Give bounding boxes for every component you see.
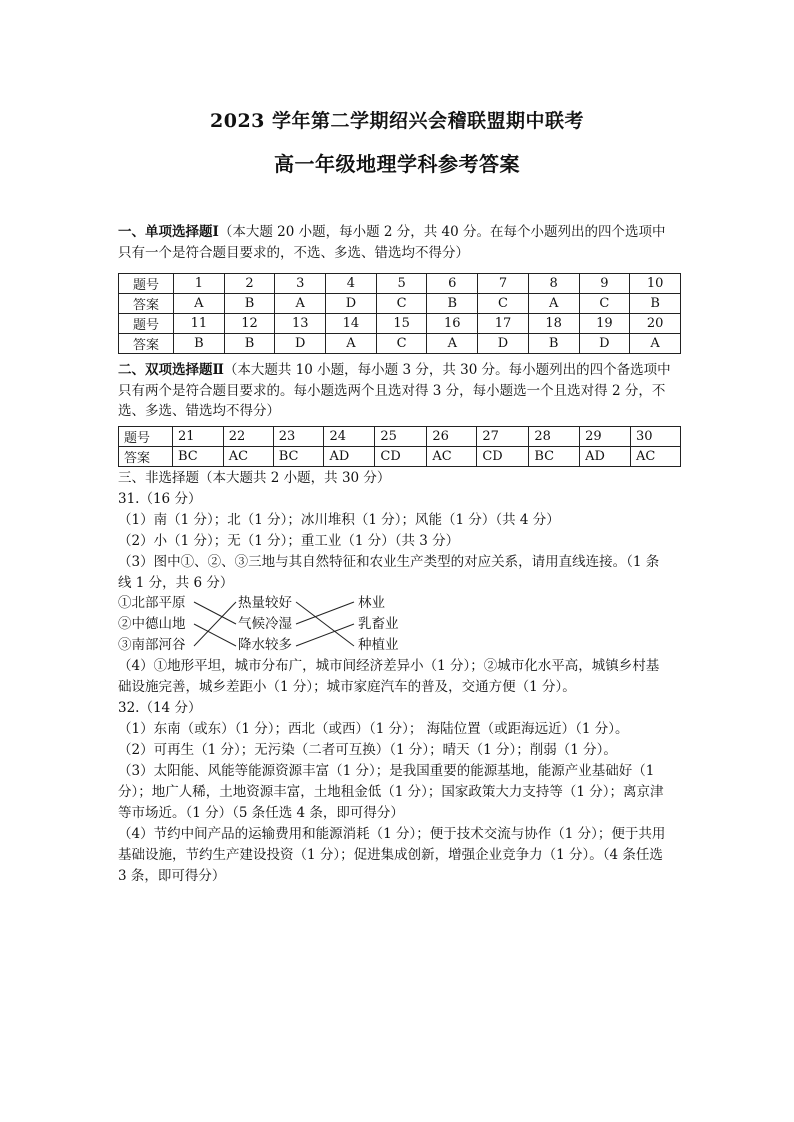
section1-heading: 一、单项选择题Ⅰ: [118, 224, 219, 240]
table-row: [119, 294, 681, 314]
link-line: [296, 602, 354, 624]
question-number: 6: [427, 274, 478, 294]
answer-cell: BC: [173, 447, 224, 467]
page-title: 2023 学年第二学期绍兴会稽联盟期中联考: [210, 110, 584, 132]
answer-cell: B: [630, 294, 681, 314]
question-number: 5: [376, 274, 427, 294]
section2-desc-line3: 选、多选、错选均不得分）: [118, 403, 280, 419]
answer-cell: A: [528, 294, 579, 314]
feature-label: 热量较好: [238, 595, 292, 611]
answer-cell: A: [326, 334, 377, 354]
answer-cell: C: [579, 294, 630, 314]
answer-cell: CD: [477, 447, 529, 467]
row-label: 答案: [119, 294, 174, 314]
row-label: 答案: [119, 447, 173, 467]
answer-cell: A: [275, 294, 326, 314]
link-line: [296, 624, 354, 646]
question-number: 29: [580, 427, 631, 447]
answer-cell: AD: [580, 447, 631, 467]
row-label: 题号: [119, 274, 174, 294]
answer-cell: A: [427, 334, 478, 354]
question-number: 24: [324, 427, 375, 447]
question-number: 4: [326, 274, 377, 294]
answer-cell: D: [326, 294, 377, 314]
question-number: 12: [224, 314, 275, 334]
q32-part2: （2）可再生（1 分）；无污染（二者可互换）（1 分）；晴天（1 分）；削弱（1 分）。: [118, 742, 617, 758]
question-number: 26: [427, 427, 477, 447]
answer-cell: AC: [223, 447, 273, 467]
question-number: 2: [224, 274, 275, 294]
question-number: 22: [223, 427, 273, 447]
row-label: 答案: [119, 334, 174, 354]
section2-heading: 二、双项选择题Ⅱ: [118, 362, 224, 378]
link-line: [194, 602, 236, 646]
question-number: 28: [529, 427, 580, 447]
q32-part4-line1: （4）节约中间产品的运输费用和能源消耗（1 分）；便于技术交流与协作（1 分）；便于共用: [118, 826, 666, 842]
row-label: 题号: [119, 314, 174, 334]
answer-cell: B: [224, 294, 275, 314]
question-number: 23: [273, 427, 324, 447]
q31-part4-line1: （4）①地形平坦，城市分布广，城市间经济差异小（1 分）；②城市化水平高，城镇乡村基: [118, 658, 660, 674]
place-label: ③南部河谷: [118, 637, 186, 653]
question-number: 21: [173, 427, 224, 447]
question-number: 17: [478, 314, 529, 334]
type-label: 林业: [358, 595, 385, 611]
q31-part4-line2: 础设施完善，城乡差距小（1 分）；城市家庭汽车的普及，交通方便（1 分）。: [118, 679, 576, 695]
answer-cell: B: [224, 334, 275, 354]
section1-description: [118, 222, 680, 263]
question-number: 25: [375, 427, 427, 447]
table-row: [119, 334, 681, 354]
answer-cell: C: [478, 294, 529, 314]
q32-part4-line3: 3 条，即可得分）: [118, 868, 226, 884]
q32-title: 32.（14 分）: [118, 700, 202, 716]
answer-cell: AC: [427, 447, 477, 467]
table-row: [119, 447, 681, 467]
question-number: 1: [174, 274, 225, 294]
answer-cell: D: [275, 334, 326, 354]
question-number: 11: [174, 314, 225, 334]
answer-cell: BC: [273, 447, 324, 467]
section3-heading: 三、非选择题（本大题共 2 小题，共 30 分）: [118, 470, 391, 486]
q32-part1: （1）东南（或东）（1 分）；西北（或西）（1 分）； 海陆位置（或距海远近）（1 分）。: [118, 721, 629, 737]
question-number: 14: [326, 314, 377, 334]
feature-label: 气候冷湿: [238, 616, 292, 632]
question-number: 20: [630, 314, 681, 334]
feature-label: 降水较多: [238, 637, 292, 653]
place-label: ①北部平原: [118, 595, 186, 611]
q31-part1: （1）南（1 分）；北（1 分）；冰川堆积（1 分）；风能（1 分）（共 4 分）: [118, 512, 560, 528]
place-label: ②中德山地: [118, 616, 186, 632]
question-number: 9: [579, 274, 630, 294]
q31-part2: （2）小（1 分）；无（1 分）；重工业（1 分）（共 3 分）: [118, 533, 460, 549]
answer-cell: A: [174, 294, 225, 314]
answer-cell: AC: [630, 447, 680, 467]
section1-desc-line2: 只有一个是符合题目要求的，不选、多选、错选均不得分）: [118, 244, 469, 261]
q32-part3-line3: 等市场近。（1 分）（5 条任选 4 条，即可得分）: [118, 805, 404, 821]
q31-part3-line2: 线 1 分，共 6 分）: [118, 575, 234, 591]
answer-cell: A: [630, 334, 681, 354]
answer-cell: B: [528, 334, 579, 354]
link-line: [194, 602, 236, 624]
question-number: 27: [477, 427, 529, 447]
double-choice-answer-table: [118, 426, 681, 467]
question-number: 16: [427, 314, 478, 334]
question-number: 7: [478, 274, 529, 294]
answer-cell: AD: [324, 447, 375, 467]
answer-cell: C: [376, 294, 427, 314]
answer-cell: D: [478, 334, 529, 354]
q32-part3-line1: （3）太阳能、风能等能源资源丰富（1 分）；是我国重要的能源基地，能源产业基础好（1: [118, 763, 655, 779]
section2-description: [118, 360, 680, 422]
answer-cell: C: [376, 334, 427, 354]
table-row: [119, 274, 681, 294]
answer-cell: D: [579, 334, 630, 354]
q32-part4-line2: 基础设施，节约生产建设投资（1 分）；促进集成创新，增强企业竞争力（1 分）。（4 条任选: [118, 847, 663, 863]
answer-cell: CD: [375, 447, 427, 467]
question-number: 15: [376, 314, 427, 334]
row-label: 题号: [119, 427, 173, 447]
link-line: [296, 602, 354, 646]
question-number: 10: [630, 274, 681, 294]
question-number: 3: [275, 274, 326, 294]
link-line: [194, 624, 236, 646]
answer-cell: BC: [529, 447, 580, 467]
type-label: 种植业: [358, 637, 399, 653]
q31-title: 31.（16 分）: [118, 491, 202, 507]
table-row: [119, 427, 681, 447]
page-subtitle: 高一年级地理学科参考答案: [274, 152, 520, 176]
answer-cell: B: [427, 294, 478, 314]
single-choice-answer-table: [118, 273, 681, 354]
table-row: [119, 314, 681, 334]
question-number: 13: [275, 314, 326, 334]
type-label: 乳畜业: [358, 616, 399, 632]
question-number: 8: [528, 274, 579, 294]
q31-part3-line1: （3）图中①、②、③三地与其自然特征和农业生产类型的对应关系，请用直线连接。（1 条: [118, 554, 660, 570]
answer-cell: B: [174, 334, 225, 354]
section2-desc-line2: 只有两个是符合题目要求的。每小题选两个且选对得 3 分，每小题选一个且选对得 2 分，不: [118, 382, 666, 399]
question-number: 30: [630, 427, 680, 447]
section1-desc-line1: （本大题 20 小题，每小题 2 分，共 40 分。在每个小题列出的四个选项中: [218, 224, 666, 240]
section2-desc-line1: （本大题共 10 小题，每小题 3 分，共 30 分。每小题列出的四个备选项中: [223, 362, 671, 378]
question-number: 19: [579, 314, 630, 334]
q32-part3-line2: 分）；地广人稀，土地资源丰富，土地租金低（1 分）；国家政策大力支持等（1 分）；离京津: [118, 784, 664, 800]
matching-diagram: [118, 594, 438, 656]
question-number: 18: [528, 314, 579, 334]
